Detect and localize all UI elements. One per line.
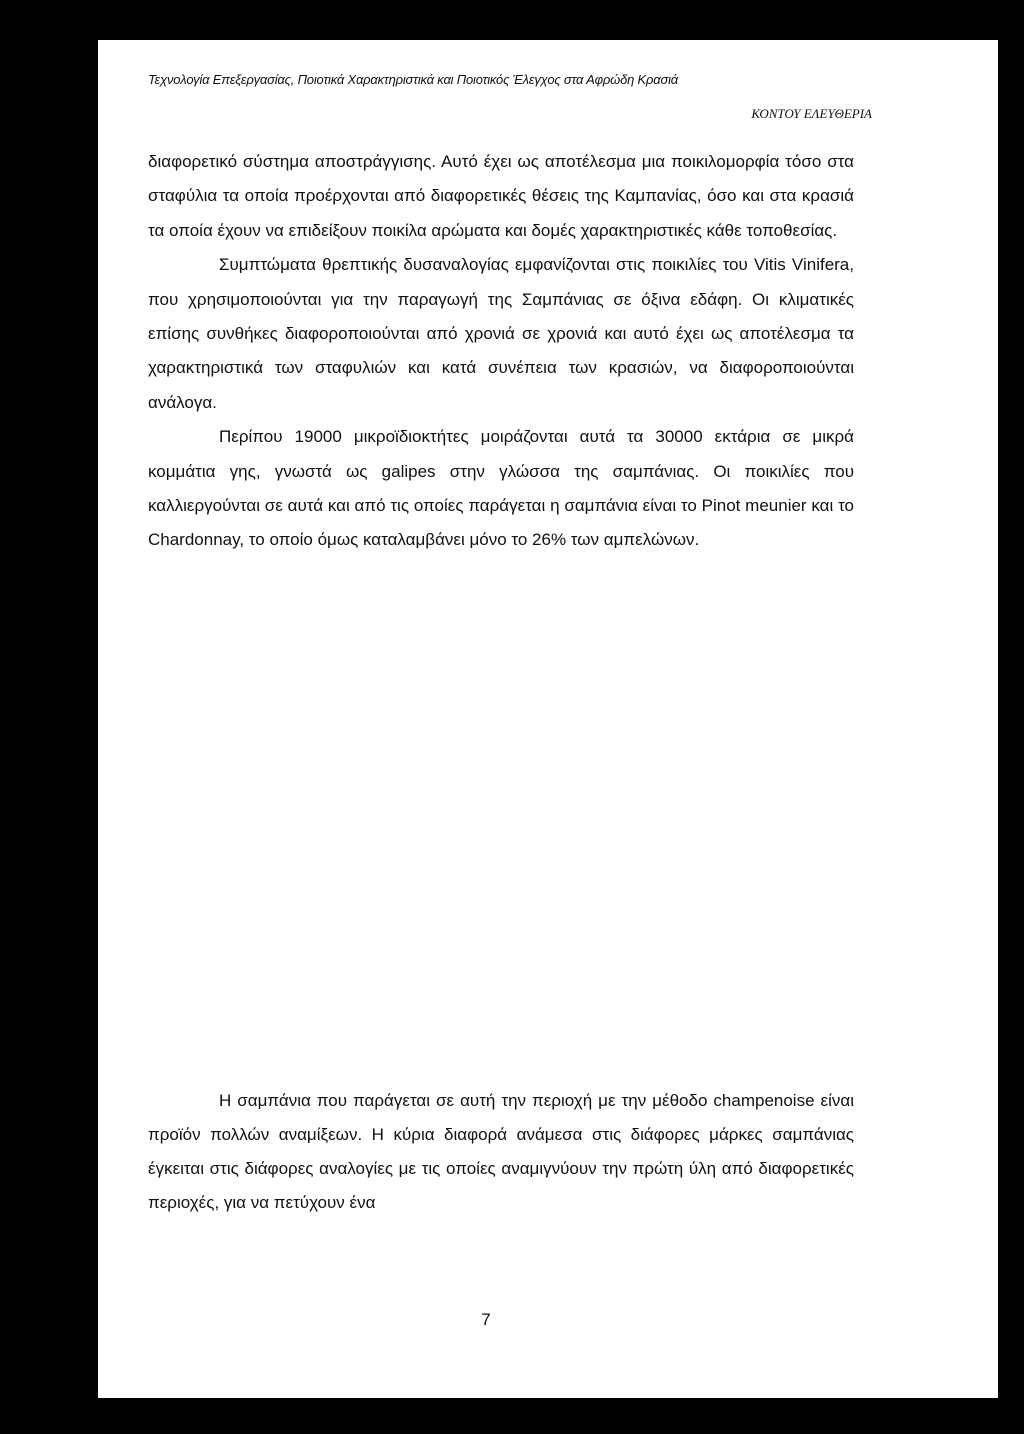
running-header-author: ΚΟΝΤΟΥ ΕΛΕΥΘΕΡΙΑ [751,106,872,121]
paragraph-1: διαφορετικό σύστημα αποστράγγισης. Αυτό έχει ως αποτέλεσμα μια ποικιλομορφία τόσο στα σταφύλια τα οποία προέρχονται από διαφορετικές θέσεις της Καμπανίας, όσο και στα κρασιά τα οποία έχουν να επιδείξουν ποικίλα αρώματα και δομές χαρακτηριστικές κάθε τοποθεσίας. [148,152,854,240]
main-text-block [148,145,854,558]
paragraph-4: Η σαμπάνια που παράγεται σε αυτή την περιοχή με την μέθοδο champenoise είναι προϊόν πολλών αναμίξεων. Η κύρια διαφορά ανάμεσα στις διάφορες μάρκες σαμπάνιας έγκειται στις διάφορες αναλογίες με τις οποίες αναμιγνύουν την πρώτη ύλη από διαφορετικές περιοχές, για να πετύχουν ένα [148,1091,854,1212]
page-number: 7 [481,1310,491,1329]
running-header-title: Τεχνολογία Επεξεργασίας, Ποιοτικά Χαρακτηριστικά και Ποιοτικός Έλεγχος στα Αφρώδη Κρασιά [148,72,679,87]
paragraph-3: Περίπου 19000 μικροϊδιοκτήτες μοιράζονται αυτά τα 30000 εκτάρια σε μικρά κομμάτια γης, γνωστά ως galipes στην γλώσσα της σαμπάνιας. Οι ποικιλίες που καλλιεργούνται σε αυτά και από τις οποίες παράγεται η σαμπάνια είναι το Pinot meunier και το Chardonnay, το οποίο όμως καταλαμβάνει μόνο το 26% των αμπελώνων. [148,427,854,550]
document-page [98,40,998,1398]
paragraph-2: Συμπτώματα θρεπτικής δυσαναλογίας εμφανίζονται στις ποικιλίες του Vitis Vinifera, που χρησιμοποιούνται για την παραγωγή της Σαμπάνιας σε όξινα εδάφη. Οι κλιματικές επίσης συνθήκες διαφοροποιούνται από χρονιά σε χρονιά και αυτό έχει ως αποτέλεσμα τα χαρακτηριστικά των σταφυλιών και κατά συνέπεια των κρασιών, να διαφοροποιούνται ανάλογα. [148,255,854,412]
lower-text-block [148,1084,854,1220]
